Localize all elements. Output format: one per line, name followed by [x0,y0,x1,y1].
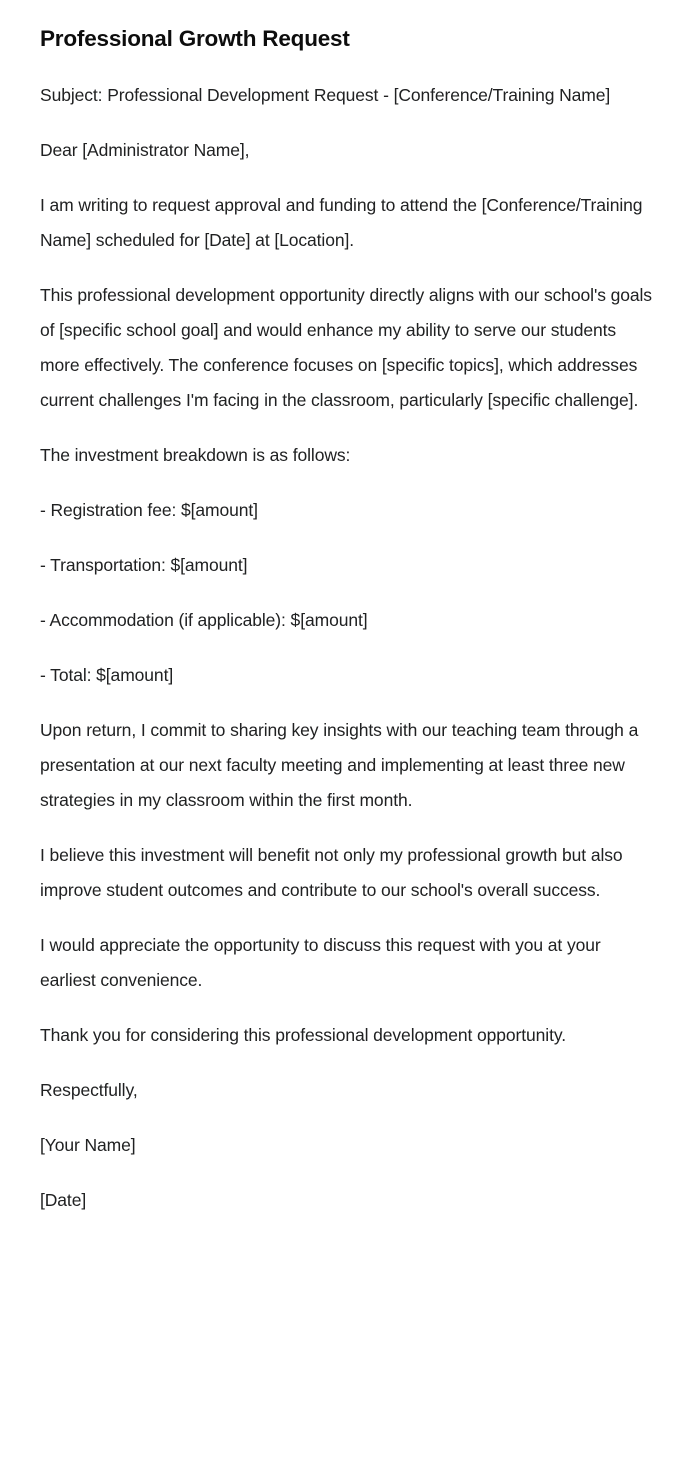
paragraph-discussion: I would appreciate the opportunity to discuss this request with you at your earliest convenience. [40,935,601,990]
paragraph-alignment: This professional development opportunity directly aligns with our school's goals of [specific school goal] and would enhance my ability to serve our students more effectively. The conference focuses on [specific topics], which addresses current challenges I'm facing in the classroom, particularly [specific challenge]. [40,285,652,410]
paragraph-commitment: Upon return, I commit to sharing key insights with our teaching team through a presentation at our next faculty meeting and implementing at least three new strategies in my classroom within the first month. [40,720,639,810]
subject-line: Subject: Professional Development Request - [Conference/Training Name] [40,85,611,105]
paragraph-intro: I am writing to request approval and funding to attend the [Conference/Training Name] scheduled for [Date] at [Location]. [40,195,643,250]
salutation: Dear [Administrator Name], [40,140,250,160]
signature-name-placeholder: [Your Name] [40,1135,136,1155]
list-item-accommodation: - Accommodation (if applicable): $[amount] [40,610,368,630]
paragraph-benefit: I believe this investment will benefit not only my professional growth but also improve student outcomes and contribute to our school's overall success. [40,845,623,900]
page-title: Professional Growth Request [40,26,350,51]
paragraph-breakdown-header: The investment breakdown is as follows: [40,445,351,465]
signature-date-placeholder: [Date] [40,1190,87,1210]
closing: Respectfully, [40,1080,138,1100]
list-item-total: - Total: $[amount] [40,665,174,685]
paragraph-thanks: Thank you for considering this professional development opportunity. [40,1025,566,1045]
list-item-transportation: - Transportation: $[amount] [40,555,248,575]
list-item-registration: - Registration fee: $[amount] [40,500,258,520]
